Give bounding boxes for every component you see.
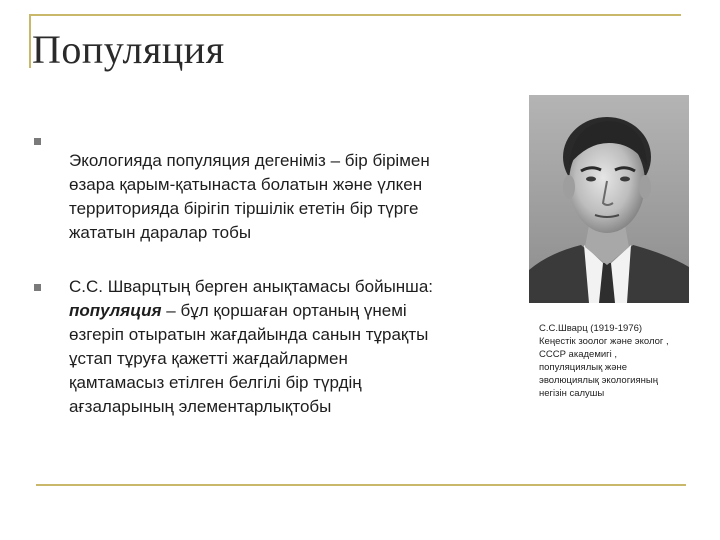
bullet-2-line-3: өзгеріп отыратын жағдайында санын тұрақты — [69, 325, 429, 344]
bullet-2-line-6: ағзаларының элементарлықтобы — [69, 397, 332, 416]
bullet-1-line-4: жататын даралар тобы — [69, 223, 252, 242]
caption-line-5: эволюциялық экологияның — [539, 375, 658, 386]
photo-caption — [539, 322, 699, 400]
portrait-illustration — [529, 95, 689, 303]
bullet-1-line-2: өзара қарым-қатынаста болатын және үлкен — [69, 175, 423, 194]
caption-line-4: популяциялық және — [539, 362, 628, 373]
caption-line-1: С.С.Шварц (1919-1976) — [539, 323, 643, 334]
bullet-1-line-3: территорияда бірігіп тіршілік ететін бір түрге — [69, 199, 419, 218]
frame-vertical-line — [29, 14, 31, 68]
caption-line-6: негізін салушы — [539, 388, 605, 399]
caption-line-2: Кеңестік зоолог және эколог , — [539, 336, 669, 347]
emphasis-term: популяция — [69, 301, 162, 320]
bullet-2-line-4: ұстап тұруға қажетті жағдайлармен — [69, 349, 348, 368]
bullet-marker-2 — [34, 284, 41, 291]
bullet-text-2 — [69, 275, 509, 419]
bullet-marker-1 — [34, 138, 41, 145]
caption-line-3: СССР академигі , — [539, 349, 618, 360]
bullet-1-line-1: Экологияда популяция дегеніміз – бір бірімен — [69, 151, 430, 170]
bullet-2-line-2-rest: – бұл қоршаған ортаның үнемі — [161, 301, 407, 320]
slide-title: Популяция — [32, 27, 225, 72]
frame-bottom-line — [36, 484, 686, 486]
portrait-photo — [529, 95, 689, 303]
frame-top-line — [31, 14, 681, 16]
bullet-2-line-2 — [69, 299, 509, 323]
bullet-text-1 — [69, 149, 509, 245]
bullet-2-line-5: қамтамасыз етілген белгілі бір түрдің — [69, 373, 362, 392]
bullet-2-line-1: С.С. Шварцтың берген анықтамасы бойынша: — [69, 277, 433, 296]
